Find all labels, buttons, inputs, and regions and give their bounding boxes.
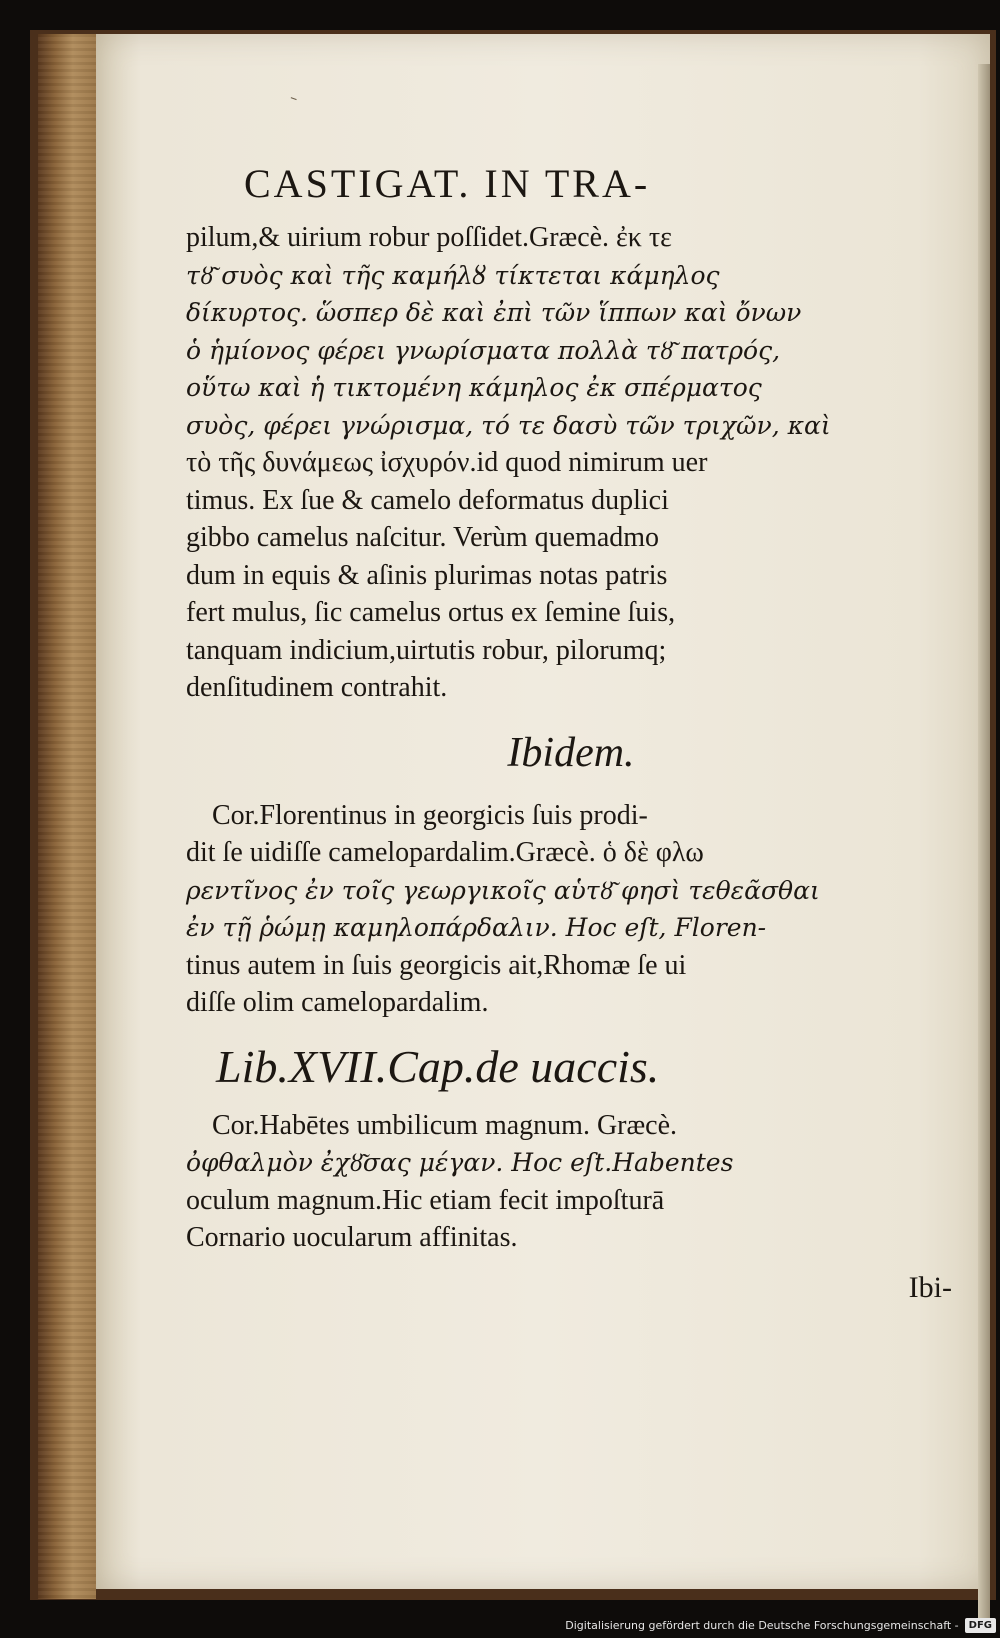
greek-line: ἐν τῇ ῥώμῃ καμηλοπάρδαλιν. Hoc eſt, Floren- — [186, 913, 767, 942]
greek-line: ὀφθαλμὸν ἐχȣ͂σας μέγαν. Hoc eſt.Habentes — [186, 1148, 734, 1177]
text-line: gibbo camelus naſcitur. Verùm quemadmo — [186, 522, 660, 553]
paragraph-3 — [186, 1107, 956, 1257]
greek-line: τȣ͂ συὸς καὶ τῆς καμήλȣ τίκτεται κάμηλος — [186, 260, 720, 290]
text-line: fert mulus, ſic camelus ortus ex ſemine ſuis, — [186, 597, 676, 628]
text-line: diſſe olim camelopardalim. — [186, 987, 489, 1018]
text-line: dit ſe uidiſſe camelopardalim.Græcè. ὁ δὲ φλω — [186, 837, 704, 868]
paragraph-2 — [186, 797, 956, 1022]
text-line: Cor.Habētes umbilicum magnum. Græcè. — [212, 1109, 678, 1141]
text-line: dum in equis & aſinis plurimas notas patris — [186, 559, 668, 591]
page-text — [186, 160, 956, 1305]
section-heading-ibidem: Ibidem. — [507, 729, 635, 776]
greek-line: ὁ ἡμίονος φέρει γνωρίσματα πολλὰ τȣ͂ πατρός, — [186, 335, 781, 365]
greek-line: ρεντῖνος ἐν τοῖς γεωργικοῖς αὑτȣ͂ φησὶ τεθεᾶσθαι — [186, 875, 820, 905]
footer-credit — [565, 1614, 996, 1636]
text-line: tinus autem in ſuis georgicis ait,Rhomæ ſe ui — [186, 949, 687, 981]
text-line: denſitudinem contrahit. — [186, 672, 448, 703]
text-line: oculum magnum.Hic etiam fecit impoſturā — [186, 1184, 665, 1216]
catchword: Ibi- — [908, 1270, 952, 1304]
text-line: Cor.Florentinus in georgicis ſuis prodi- — [212, 799, 648, 831]
text-line: tanquam indicium,uirtutis robur, pilorumq; — [186, 634, 667, 666]
page-edges — [38, 34, 96, 1599]
page-right-edge — [978, 64, 990, 1624]
running-head: CASTIGAT. IN TRA- — [244, 161, 651, 206]
section-heading-lib: Lib.XVII.Cap.de uaccis. — [216, 1040, 660, 1092]
text-line: Cornario uocularum affinitas. — [186, 1222, 518, 1253]
footer-text: Digitalisierung gefördert durch die Deutsche Forschungsgemeinschaft - — [565, 1618, 959, 1632]
dfg-logo-icon[interactable]: DFG — [965, 1618, 996, 1633]
paragraph-1 — [186, 219, 956, 707]
greek-line: δίκυρτος. ὥσπερ δὲ καὶ ἐπὶ τῶν ἵππων καὶ ὄνων — [186, 298, 802, 327]
greek-line: συὸς, φέρει γνώρισμα, τό τε δασὺ τῶν τριχῶν, καὶ — [186, 410, 831, 440]
text-line: τὸ τῆς δυνάμεως ἰσχυρόν.id quod nimirum uer — [186, 447, 708, 478]
text-line: timus. Ex ſue & camelo deformatus duplici — [186, 484, 669, 516]
text-line: pilum,& uirium robur poſſidet.Græcè. ἐκ τε — [186, 222, 672, 253]
greek-line: οὕτω καὶ ἡ τικτομένη κάμηλος ἐκ σπέρματος — [186, 373, 762, 402]
